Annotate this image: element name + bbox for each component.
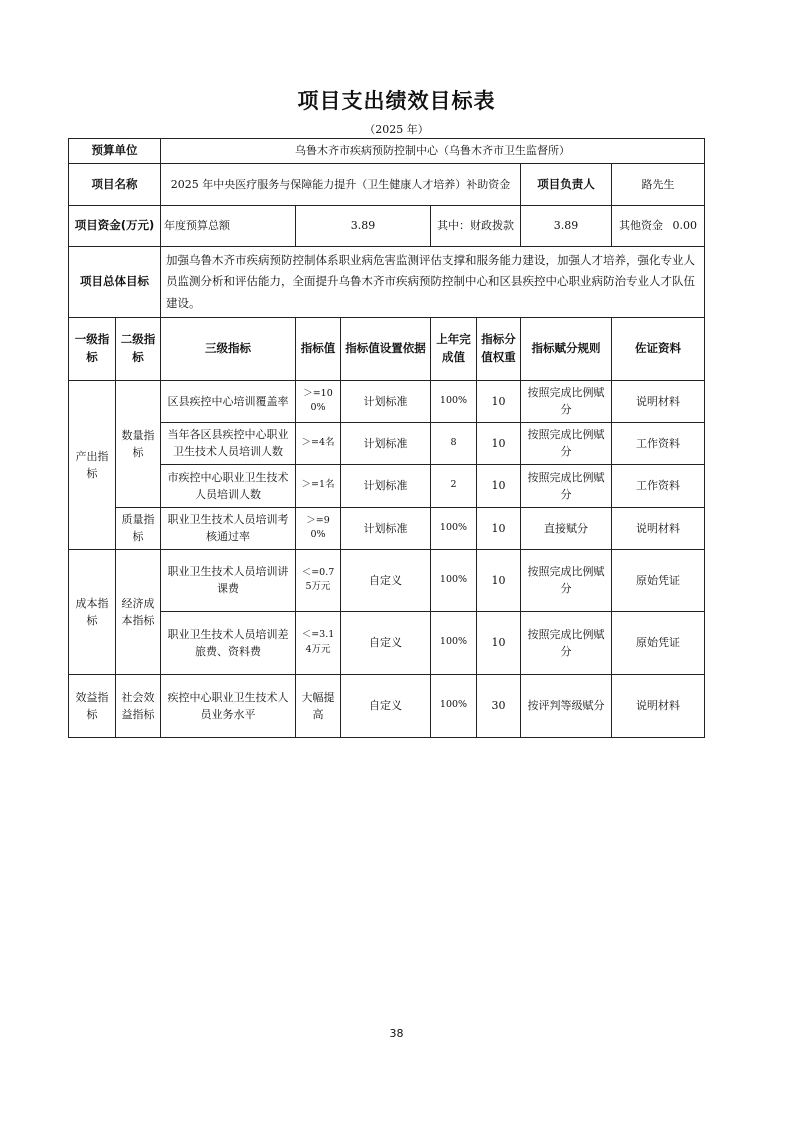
indicator-basis: 自定义 <box>341 549 431 611</box>
table-row <box>69 674 705 737</box>
indicator-evidence: 说明材料 <box>612 507 705 549</box>
project-name-row <box>69 164 705 206</box>
indicator-value: ＞=90% <box>296 507 341 549</box>
indicator-last-year: 100% <box>431 507 477 549</box>
group-social: 社会效益指标 <box>116 674 161 737</box>
project-name-value: 2025 年中央医疗服务与保障能力提升（卫生健康人才培养）补助资金 <box>161 164 521 206</box>
indicator-value: ＞=4名 <box>296 422 341 464</box>
header-level1: 一级指标 <box>69 317 116 380</box>
budget-unit-label: 预算单位 <box>69 139 161 164</box>
header-basis: 指标值设置依据 <box>341 317 431 380</box>
group-economic: 经济成本指标 <box>116 549 161 674</box>
indicator-weight: 10 <box>477 464 521 507</box>
group-output: 产出指标 <box>69 380 116 549</box>
header-value: 指标值 <box>296 317 341 380</box>
annual-total-label <box>161 206 296 247</box>
indicator-last-year: 100% <box>431 674 477 737</box>
other-funds-cell <box>612 206 705 247</box>
table-row <box>69 507 705 549</box>
indicator-weight: 10 <box>477 549 521 611</box>
indicator-value: ＜=0.75万元 <box>296 549 341 611</box>
project-name-label: 项目名称 <box>69 164 161 206</box>
indicator-evidence: 原始凭证 <box>612 549 705 611</box>
project-leader-label: 项目负责人 <box>521 164 612 206</box>
indicator-value: ＜=3.14万元 <box>296 611 341 674</box>
indicator-basis: 计划标准 <box>341 380 431 422</box>
year-label: （2025 年） <box>364 123 429 136</box>
header-level2: 二级指标 <box>116 317 161 380</box>
other-funds-label: 其他资金 <box>619 219 663 233</box>
indicator-rule: 直接赋分 <box>521 507 612 549</box>
table-row <box>69 380 705 422</box>
performance-table <box>68 138 705 738</box>
indicator-basis: 自定义 <box>341 611 431 674</box>
indicator-weight: 10 <box>477 422 521 464</box>
group-benefit: 效益指标 <box>69 674 116 737</box>
group-cost: 成本指标 <box>69 549 116 674</box>
indicator-rule: 按照完成比例赋分 <box>521 422 612 464</box>
project-funds-row <box>69 206 705 247</box>
indicator-last-year: 100% <box>431 549 477 611</box>
header-level3: 三级指标 <box>161 317 296 380</box>
overall-goal-row <box>69 247 705 318</box>
project-funds-label: 项目资金(万元) <box>69 206 161 247</box>
indicator-name: 市疾控中心职业卫生技术人员培训人数 <box>161 464 296 507</box>
annual-total-value: 3.89 <box>296 206 431 247</box>
project-leader-value: 路先生 <box>612 164 705 206</box>
indicator-name: 职业卫生技术人员培训差旅费、资料费 <box>161 611 296 674</box>
indicator-basis: 计划标准 <box>341 464 431 507</box>
indicator-evidence: 工作资料 <box>612 464 705 507</box>
group-quality: 质量指标 <box>116 507 161 549</box>
indicator-rule: 按照完成比例赋分 <box>521 464 612 507</box>
page-number: 38 <box>389 1027 404 1040</box>
indicator-evidence: 说明材料 <box>612 380 705 422</box>
table-row <box>69 422 705 464</box>
indicator-evidence: 工作资料 <box>612 422 705 464</box>
group-quantity: 数量指标 <box>116 380 161 507</box>
header-row <box>69 317 705 380</box>
indicator-weight: 10 <box>477 507 521 549</box>
indicator-basis: 自定义 <box>341 674 431 737</box>
indicator-rule: 按照完成比例赋分 <box>521 380 612 422</box>
indicator-value: 大幅提高 <box>296 674 341 737</box>
indicator-name: 当年各区县疾控中心职业卫生技术人员培训人数 <box>161 422 296 464</box>
indicator-name: 疾控中心职业卫生技术人员业务水平 <box>161 674 296 737</box>
page-title: 项目支出绩效目标表 <box>297 89 496 113</box>
budget-unit-row <box>69 139 705 164</box>
indicator-value: ＞=100% <box>296 380 341 422</box>
indicator-rule: 按照完成比例赋分 <box>521 549 612 611</box>
indicator-last-year: 8 <box>431 422 477 464</box>
overall-goal-label: 项目总体目标 <box>69 247 161 318</box>
indicator-rule: 按评判等级赋分 <box>521 674 612 737</box>
indicator-weight: 10 <box>477 611 521 674</box>
fiscal-part-value: 3.89 <box>521 206 612 247</box>
indicator-name: 区县疾控中心培训覆盖率 <box>161 380 296 422</box>
indicator-weight: 30 <box>477 674 521 737</box>
indicator-last-year: 100% <box>431 611 477 674</box>
table-row <box>69 611 705 674</box>
indicator-weight: 10 <box>477 380 521 422</box>
indicator-name: 职业卫生技术人员培训考核通过率 <box>161 507 296 549</box>
budget-unit-value: 乌鲁木齐市疾病预防控制中心（乌鲁木齐市卫生监督所） <box>161 139 705 164</box>
indicator-last-year: 2 <box>431 464 477 507</box>
indicator-evidence: 原始凭证 <box>612 611 705 674</box>
header-last-year: 上年完成值 <box>431 317 477 380</box>
header-evidence: 佐证资料 <box>612 317 705 380</box>
header-weight: 指标分值权重 <box>477 317 521 380</box>
indicator-name: 职业卫生技术人员培训讲课费 <box>161 549 296 611</box>
overall-goal-value: 加强乌鲁木齐市疾病预防控制体系职业病危害监测评估支撑和服务能力建设，加强人才培养，强化专业人员监测分析和评估能力，全面提升乌鲁木齐市疾病预防控制中心和区县疾控中心职业病防治专业人才队伍建设。 <box>161 247 705 318</box>
other-funds-value: 0.00 <box>672 219 698 233</box>
fiscal-part-label: 其中：财政拨款 <box>431 206 521 247</box>
table-row <box>69 549 705 611</box>
indicator-evidence: 说明材料 <box>612 674 705 737</box>
table-row <box>69 464 705 507</box>
indicator-value: ＞=1名 <box>296 464 341 507</box>
annual-total-text: 年度预算总额 <box>164 219 230 233</box>
indicator-basis: 计划标准 <box>341 422 431 464</box>
indicator-rule: 按照完成比例赋分 <box>521 611 612 674</box>
header-rule: 指标赋分规则 <box>521 317 612 380</box>
indicator-basis: 计划标准 <box>341 507 431 549</box>
indicator-last-year: 100% <box>431 380 477 422</box>
